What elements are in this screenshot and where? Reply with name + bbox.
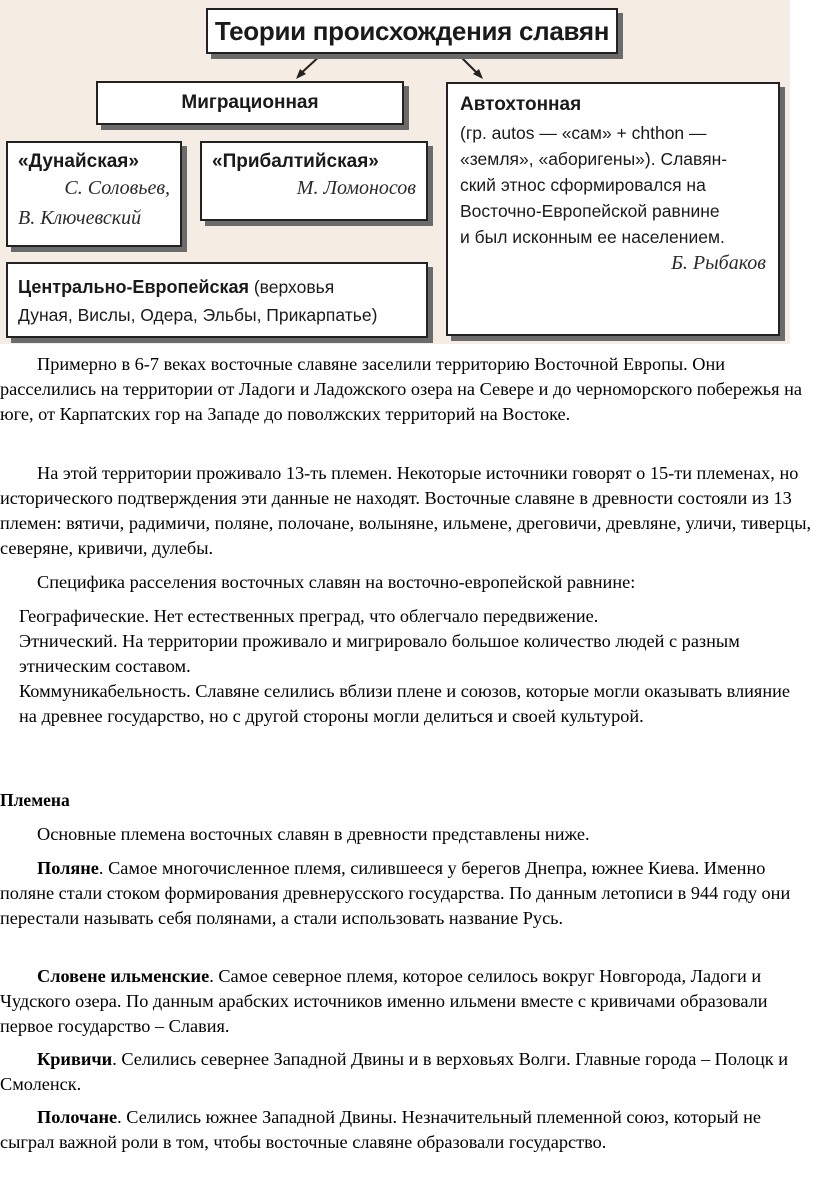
baltic-heading: «Прибалтийская» (212, 151, 379, 172)
autochthonous-line: ский этнос сформировался на (460, 175, 706, 195)
autochthonous-heading: Автохтонная (460, 94, 582, 115)
theories-diagram (0, 0, 790, 344)
tribe-description: . Селились южнее Западной Двины. Незначительный племенной союз, который не сыграл важной роли в том, чтобы восточные славяне образовали государство. (0, 1107, 762, 1152)
central-rest: (верховья (248, 277, 335, 297)
tribe-entry (0, 1047, 816, 1097)
autochthonous-description (460, 120, 766, 250)
tribe-description: . Самое многочисленное племя, силившееся у берегов Днепра, южнее Киева. Именно поляне стали стоком формирования древнерусского государства. По данным летописи в 944 году они перестали называть себя полянами, а стали использовать название Русь. (0, 858, 791, 928)
autochthonous-line: Восточно-Европейской равнине (460, 201, 720, 221)
central-heading: Центрально-Европейская (18, 277, 249, 297)
migration-theory-box: Миграционная (96, 81, 404, 125)
tribe-name: Кривичи (37, 1049, 113, 1069)
baltic-author: М. Ломоносов (296, 177, 416, 199)
tribe-entry (0, 856, 816, 931)
list-item: Коммуникабельность. Славяне селились вблизи плене и союзов, которые могли оказывать влияние на древнее государство, но с другой стороны могли делиться и своей культурой. (19, 681, 790, 726)
tribe-description: . Самое северное племя, которое селилось вокруг Новгорода, Ладоги и Чудского озера. По данным арабских источников именно ильмени вместе с кривичами образовали первое государство – Славия. (0, 966, 768, 1036)
autochthonous-line: (гр. autos — «сам» + chthon — (460, 123, 707, 143)
danube-author: С. Соловьев, (64, 177, 170, 199)
danube-author: В. Ключевский (18, 207, 142, 229)
autochthonous-theory-box (446, 82, 780, 336)
paragraph-settlement: Примерно в 6-7 веках восточные славяне заселили территорию Восточной Европы. Они расселились на территории от Ладоги и Ладожского озера на Севере и до черноморского побережья на юге, от Карпатских гор на Западе до поволжских территорий на Востоке. (0, 354, 802, 424)
paragraph-tribes-count: На этой территории проживало 13-ть племен. Некоторые источники говорят о 15-ти племенах, но исторического подтверждения эти данные не находят. Восточные славяне в древности состояли из 13 племен: вятичи, радимичи, поляне, полочане, волыняне, ильмене, дреговичи, древляне, уличи, тиверцы, северяне, кривичи, дулебы. (0, 463, 812, 558)
autochthonous-line: «земля», «аборигены»). Славян- (460, 149, 728, 169)
diagram-title: Теории происхождения славян (206, 8, 618, 54)
tribe-entry (0, 964, 816, 1039)
tribes-intro: Основные племена восточных славян в древности представлены ниже. (37, 824, 590, 844)
list-item: Этнический. На территории проживало и мигрировало большое количество людей с разным этническим составом. (19, 631, 740, 676)
tribe-name: Поляне (37, 858, 99, 878)
tribe-description: . Селились севернее Западной Двины и в верховьях Волги. Главные города – Полоцк и Смоленск. (0, 1049, 789, 1094)
tribes-heading: Племена (0, 790, 70, 810)
central-regions: Дуная, Вислы, Одера, Эльбы, Прикарпатье) (18, 305, 378, 325)
specifics-list (19, 604, 809, 729)
list-item: Географические. Нет естественных преград, что облегчало передвижение. (19, 606, 599, 626)
autochthonous-author: Б. Рыбаков (671, 252, 766, 274)
tribe-name: Словене ильменские (37, 966, 210, 986)
paragraph-specifics-intro: Специфика расселения восточных славян на восточно-европейской равнине: (37, 572, 636, 592)
central-european-theory-box (6, 262, 428, 338)
tribe-name: Полочане (37, 1107, 118, 1127)
autochthonous-line: и был исконным ее населением. (460, 227, 725, 247)
baltic-theory-box (200, 141, 428, 221)
danube-heading: «Дунайская» (18, 151, 139, 172)
tribe-entry (0, 1105, 816, 1155)
danube-theory-box (6, 141, 182, 247)
